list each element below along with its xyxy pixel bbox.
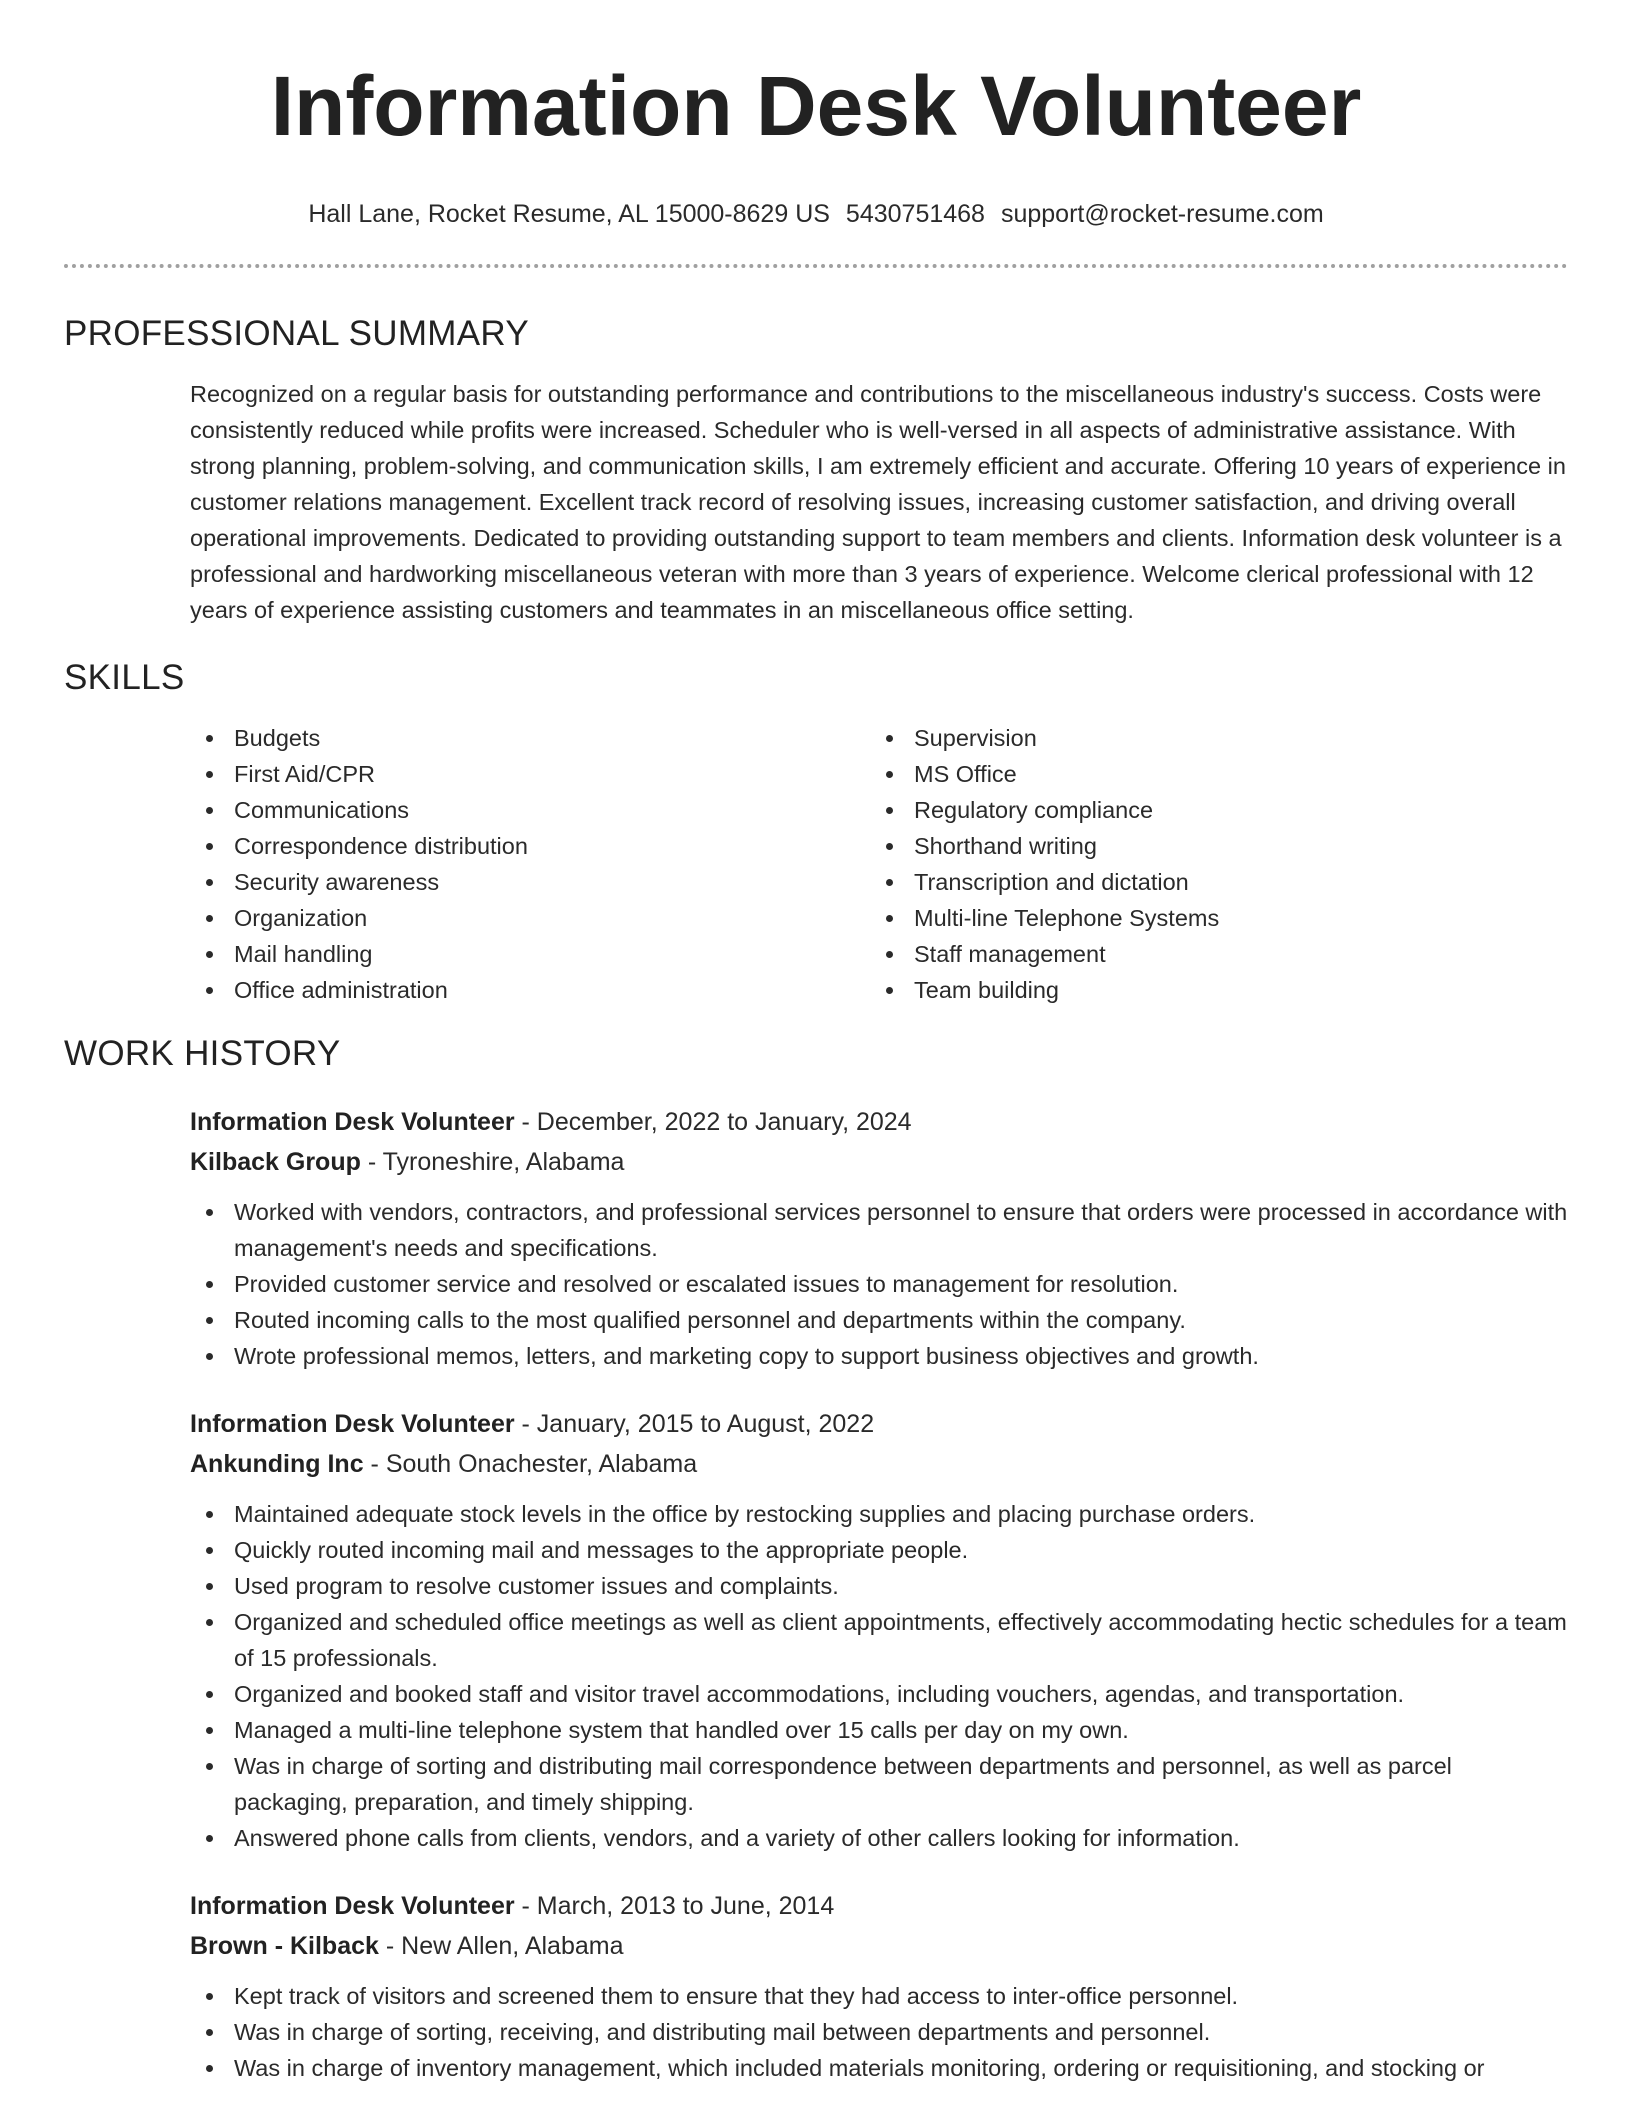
summary-heading: PROFESSIONAL SUMMARY (64, 314, 529, 353)
job-entry (190, 1404, 1568, 1856)
skills-section (64, 656, 1568, 1008)
skill-item: Correspondence distribution (190, 828, 870, 864)
skill-item: First Aid/CPR (190, 756, 870, 792)
skills-list-left (190, 720, 870, 1008)
duty-item: Routed incoming calls to the most qualified personnel and departments within the company. (190, 1302, 1568, 1338)
duty-item: Answered phone calls from clients, vendors, and a variety of other callers looking for information. (190, 1820, 1568, 1856)
skill-item: Office administration (190, 972, 870, 1008)
duty-item: Used program to resolve customer issues and complaints. (190, 1568, 1568, 1604)
duty-item: Organized and booked staff and visitor travel accommodations, including vouchers, agendas, and transportation. (190, 1676, 1568, 1712)
contact-address: Hall Lane, Rocket Resume, AL 15000-8629 US (308, 200, 830, 228)
skill-item: Organization (190, 900, 870, 936)
skill-item: Multi-line Telephone Systems (870, 900, 1550, 936)
duty-item: Maintained adequate stock levels in the office by restocking supplies and placing purchase orders. (190, 1496, 1568, 1532)
contact-line (64, 198, 1568, 230)
job-company-line (190, 1926, 1568, 1966)
skills-heading: SKILLS (64, 658, 185, 697)
job-duties (190, 1496, 1568, 1856)
job-dates: - March, 2013 to June, 2014 (514, 1892, 835, 1920)
job-location: - South Onachester, Alabama (363, 1450, 698, 1478)
duty-item: Kept track of visitors and screened them to ensure that they had access to inter-office personnel. (190, 1978, 1568, 2014)
job-dates: - January, 2015 to August, 2022 (514, 1410, 875, 1438)
duty-item: Managed a multi-line telephone system that handled over 15 calls per day on my own. (190, 1712, 1568, 1748)
job-duties (190, 1978, 1568, 2086)
duty-item: Quickly routed incoming mail and messages to the appropriate people. (190, 1532, 1568, 1568)
job-role: Information Desk Volunteer (190, 1108, 515, 1136)
job-role: Information Desk Volunteer (190, 1892, 515, 1920)
skill-item: Communications (190, 792, 870, 828)
skills-columns (190, 720, 1568, 1008)
summary-text: Recognized on a regular basis for outstanding performance and contributions to the miscellaneous industry's success. Costs were consistently reduced while profits were increased. Scheduler who is well-versed in all aspects of administrative assistance. With strong planning, problem-solving, and communication skills, I am extremely efficient and accurate. Offering 10 years of experience in customer relations management. Excellent track record of resolving issues, increasing customer satisfaction, and driving overall operational improvements. Dedicated to providing outstanding support to team members and clients. Information desk volunteer is a professional and hardworking miscellaneous veteran with more than 3 years of experience. Welcome clerical professional with 12 years of experience assisting customers and teammates in an miscellaneous office setting. (190, 381, 1566, 623)
skill-item: Budgets (190, 720, 870, 756)
header-divider (64, 264, 1568, 268)
skill-item: Mail handling (190, 936, 870, 972)
duty-item: Was in charge of inventory management, which included materials monitoring, ordering or requisitioning, and stocking or (190, 2050, 1568, 2086)
skill-item: MS Office (870, 756, 1550, 792)
duty-item: Was in charge of sorting and distributing mail correspondence between departments and personnel, as well as parcel packaging, preparation, and timely shipping. (190, 1748, 1568, 1820)
contact-email: support@rocket-resume.com (1000, 200, 1324, 228)
job-company: Kilback Group (190, 1148, 361, 1176)
job-location: - Tyroneshire, Alabama (360, 1148, 625, 1176)
job-role: Information Desk Volunteer (190, 1410, 515, 1438)
resume-page (64, 0, 1568, 2086)
job-title-line (190, 1102, 1568, 1142)
job-company: Ankunding Inc (190, 1450, 364, 1478)
job-entry (190, 1886, 1568, 2086)
job-title-line (190, 1886, 1568, 1926)
job-dates: - December, 2022 to January, 2024 (514, 1108, 912, 1136)
job-location: - New Allen, Alabama (378, 1932, 624, 1960)
summary-section (64, 312, 1568, 628)
skill-item: Supervision (870, 720, 1550, 756)
job-company-line (190, 1444, 1568, 1484)
skill-item: Regulatory compliance (870, 792, 1550, 828)
duty-item: Wrote professional memos, letters, and marketing copy to support business objectives and growth. (190, 1338, 1568, 1374)
skills-list-right (870, 720, 1550, 1008)
skill-item: Team building (870, 972, 1550, 1008)
skill-item: Shorthand writing (870, 828, 1550, 864)
job-company-line (190, 1142, 1568, 1182)
skill-item: Security awareness (190, 864, 870, 900)
job-duties (190, 1194, 1568, 1374)
job-entry (190, 1102, 1568, 1374)
duty-item: Organized and scheduled office meetings as well as client appointments, effectively accommodating hectic schedules for a team of 15 professionals. (190, 1604, 1568, 1676)
job-title-line (190, 1404, 1568, 1444)
duty-item: Provided customer service and resolved or escalated issues to management for resolution. (190, 1266, 1568, 1302)
work-history-heading: WORK HISTORY (64, 1034, 341, 1073)
skill-item: Transcription and dictation (870, 864, 1550, 900)
duty-item: Worked with vendors, contractors, and professional services personnel to ensure that orders were processed in accordance with management's needs and specifications. (190, 1194, 1568, 1266)
contact-phone: 5430751468 (845, 200, 985, 228)
work-history-section (64, 1032, 1568, 2086)
job-company: Brown - Kilback (190, 1932, 379, 1960)
duty-item: Was in charge of sorting, receiving, and distributing mail between departments and personnel. (190, 2014, 1568, 2050)
skill-item: Staff management (870, 936, 1550, 972)
resume-name: Information Desk Volunteer (270, 59, 1362, 153)
